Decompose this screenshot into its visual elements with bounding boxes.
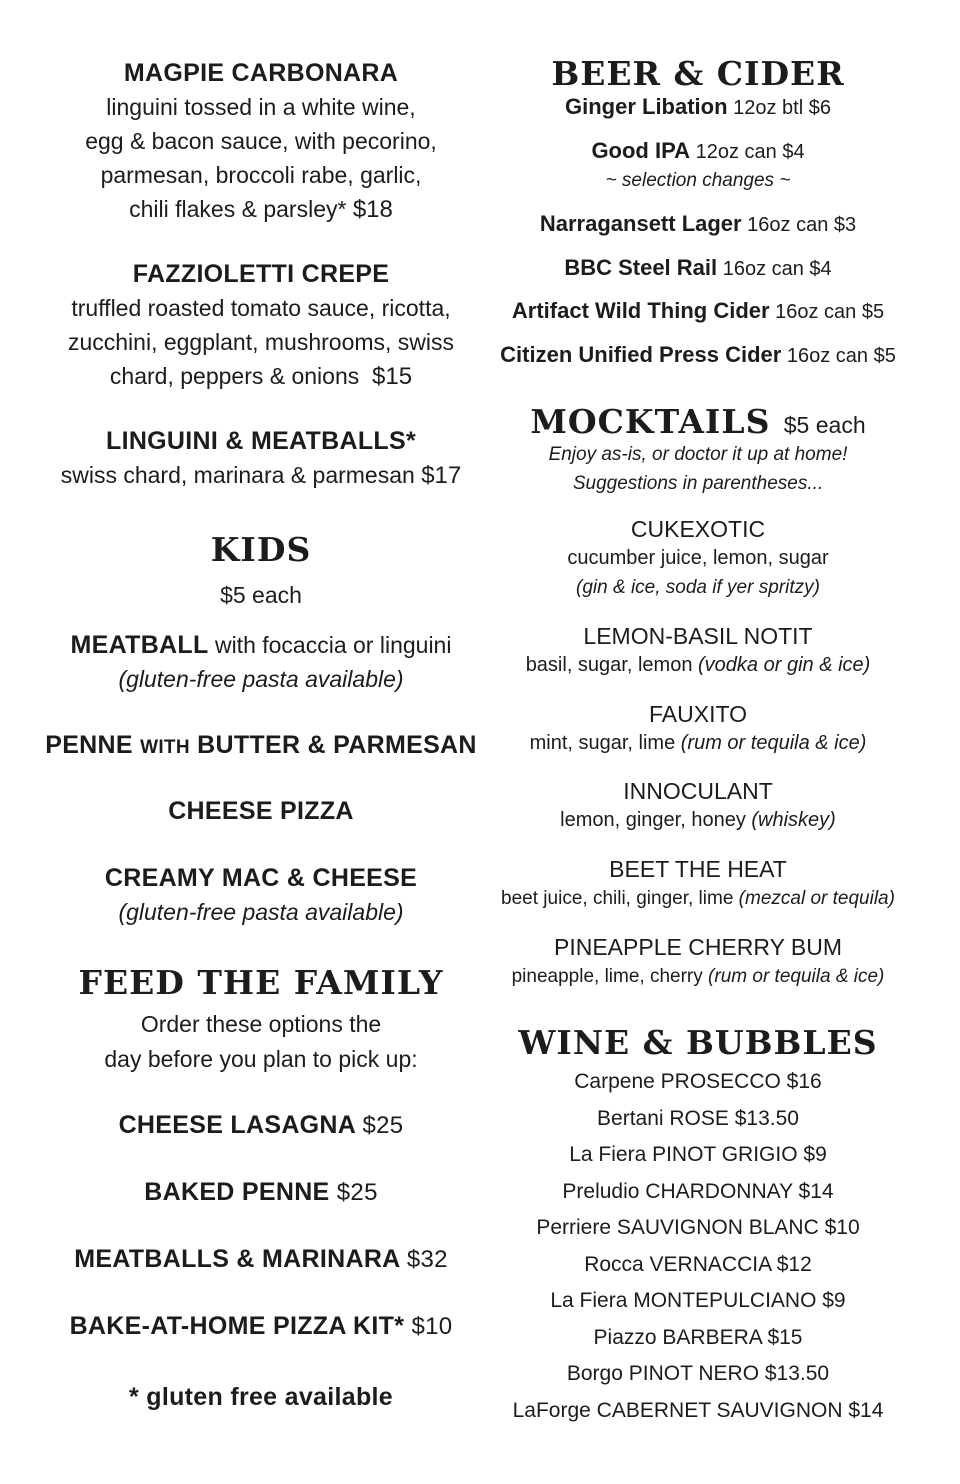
item-price: $15 — [372, 363, 413, 390]
item-name: LINGUINI & MEATBALLS* — [106, 427, 416, 455]
beer-item: Ginger Libation 12oz btl $6 — [565, 94, 831, 119]
kids-item-meatball — [20, 628, 502, 696]
wine-item: Bertani ROSE $13.50 — [597, 1106, 799, 1130]
kids-item-cheese-pizza: CHEESE PIZZA — [168, 797, 354, 825]
beer-item: Narragansett Lager 16oz can $3 — [539, 211, 857, 236]
family-item: CHEESE LASAGNA $25 — [118, 1111, 404, 1139]
menu-item-linguini — [20, 424, 502, 493]
item-desc-line: chard, peppers & onions — [109, 363, 360, 389]
wine-item: LaForge CABERNET SAUVIGNON $14 — [512, 1398, 884, 1422]
section-title-mocktails: MOCKTAILS $5 each — [530, 402, 866, 441]
family-item: BAKE-AT-HOME PIZZA KIT* $10 — [69, 1312, 453, 1340]
wine-item: La Fiera MONTEPULCIANO $9 — [550, 1289, 846, 1312]
item-name: MAGPIE CARBONARA — [123, 59, 399, 87]
wine-item: Borgo PINOT NERO $13.50 — [566, 1362, 830, 1385]
beer-item: Citizen Unified Press Cider 16oz can $5 — [500, 342, 896, 367]
item-desc: with focaccia or linguini — [208, 632, 452, 658]
menu-item-crepe — [20, 257, 502, 394]
wine-item: Rocca VERNACCIA $12 — [584, 1252, 812, 1276]
mocktails-intro: Enjoy as-is, or doctor it up at home! — [548, 444, 848, 465]
section-title-family: FEED THE FAMILY — [78, 963, 444, 1002]
item-desc-line: egg & bacon sauce, with pecorino, — [85, 128, 437, 154]
mocktail-item: PINEAPPLE CHERRY BUM pineapple, lime, cherry (rum or tequila & ice) — [511, 934, 885, 987]
mocktail-item: INNOCULANT lemon, ginger, honey (whiskey) — [560, 778, 836, 831]
beer-item: BBC Steel Rail 16oz can $4 — [564, 255, 832, 280]
mocktail-item: LEMON-BASIL NOTIT basil, sugar, lemon (vodka or gin & ice) — [525, 623, 871, 676]
family-item: MEATBALLS & MARINARA $32 — [74, 1245, 448, 1273]
section-title-wine: WINE & BUBBLES — [518, 1023, 878, 1062]
item-desc-line: linguini tossed in a white wine, — [106, 94, 416, 120]
mocktails-intro: Suggestions in parentheses... — [572, 473, 824, 494]
item-name: FAZZIOLETTI CREPE — [132, 260, 390, 288]
wine-item: Piazzo BARBERA $15 — [593, 1325, 803, 1349]
kids-item-mac — [20, 861, 502, 929]
family-intro-line: Order these options the — [140, 1011, 382, 1037]
mocktails-price: $5 each — [783, 412, 866, 438]
wine-item: Preludio CHARDONNAY $14 — [562, 1179, 834, 1203]
item-desc-line: chili flakes & parsley* — [129, 196, 347, 222]
kids-item-penne: PENNE WITH BUTTER & PARMESAN — [45, 731, 477, 759]
mocktail-item: BEET THE HEAT beet juice, chili, ginger, lime (mezcal or tequila) — [501, 856, 895, 909]
kids-price-note: $5 each — [220, 582, 302, 608]
beer-item: Good IPA 12oz can $4 — [591, 138, 805, 163]
section-title-beer: BEER & CIDER — [551, 54, 845, 93]
item-price: $18 — [352, 196, 393, 223]
wine-item: Perriere SAUVIGNON BLANC $10 — [536, 1216, 860, 1239]
gluten-free-footnote: * gluten free available — [129, 1383, 393, 1411]
item-desc-line: zucchini, eggplant, mushrooms, swiss — [67, 329, 455, 355]
mocktail-item: CUKEXOTIC cucumber juice, lemon, sugar (gin & ice, soda if yer spritzy) — [567, 516, 829, 598]
item-desc: swiss chard, marinara & parmesan — [60, 462, 415, 488]
wine-item: Carpene PROSECCO $16 — [574, 1070, 822, 1093]
item-desc-line: parmesan, broccoli rabe, garlic, — [100, 162, 422, 188]
item-note: (gluten-free pasta available) — [118, 666, 404, 692]
wine-item: La Fiera PINOT GRIGIO $9 — [569, 1143, 827, 1166]
item-price: $17 — [421, 462, 462, 489]
family-intro-line: day before you plan to pick up: — [104, 1046, 418, 1072]
beer-item: Artifact Wild Thing Cider 16oz can $5 — [511, 298, 885, 323]
mocktail-item: FAUXITO mint, sugar, lime (rum or tequila & ice) — [529, 701, 867, 754]
item-name: CREAMY MAC & CHEESE — [104, 864, 418, 892]
item-name: MEATBALL — [70, 631, 209, 659]
item-desc-line: truffled roasted tomato sauce, ricotta, — [71, 295, 451, 321]
beer-selection-note: ~ selection changes ~ — [605, 170, 791, 191]
menu-item-carbonara — [20, 56, 502, 227]
wine-list — [498, 1064, 898, 1429]
family-item: BAKED PENNE $25 — [144, 1178, 378, 1206]
section-title-kids: KIDS — [210, 530, 312, 569]
item-note: (gluten-free pasta available) — [118, 899, 404, 925]
